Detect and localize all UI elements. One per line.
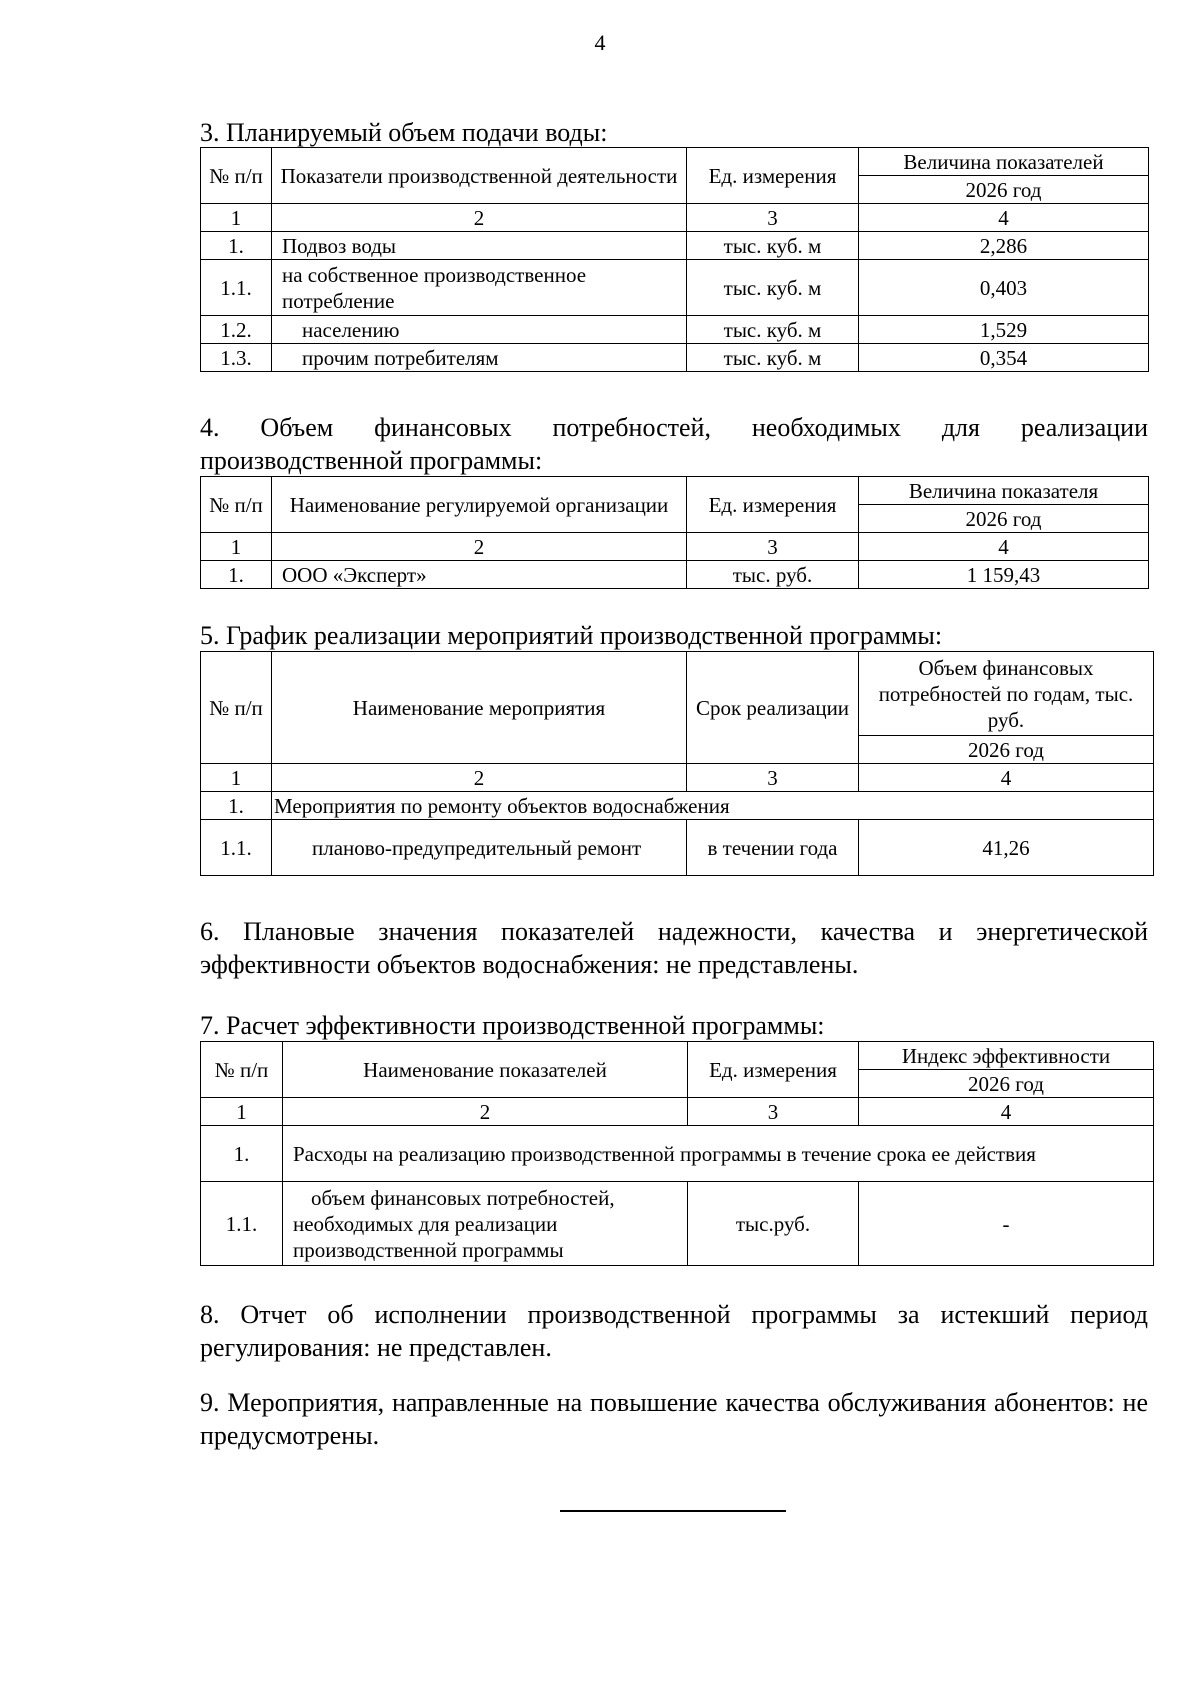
- row-value: 41,26: [859, 820, 1154, 876]
- header-value: Индекс эффективности: [859, 1042, 1154, 1070]
- header-value: Объем финансовых потребностей по годам, тыс. руб.: [859, 652, 1154, 736]
- row-unit: тыс. руб.: [687, 561, 859, 589]
- end-separator-line: [560, 1510, 786, 1512]
- table-row: [201, 344, 1149, 372]
- section-5-title: 5. График реализации мероприятий производственной программы:: [200, 621, 943, 650]
- col-number: 2: [272, 204, 687, 232]
- row-unit: тыс. куб. м: [687, 316, 859, 344]
- section-9-text: 9. Мероприятия, направленные на повышение качества обслуживания абонентов: не предусмотрены.: [200, 1388, 1148, 1450]
- column-numbers-row: [201, 1098, 1154, 1126]
- col-number: 1: [201, 1098, 283, 1126]
- row-num: 1.1.: [201, 260, 272, 316]
- header-indicator: Показатели производственной деятельности: [272, 148, 687, 204]
- col-number: 2: [272, 764, 687, 792]
- row-num: 1.: [201, 792, 272, 820]
- col-number: 1: [201, 764, 272, 792]
- row-value: 2,286: [859, 232, 1149, 260]
- header-value: Величина показателей: [859, 148, 1149, 176]
- col-number: 4: [859, 1098, 1154, 1126]
- section-4-title-line1: 4. Объем финансовых потребностей, необходимых для реализации: [200, 413, 1148, 442]
- page-number: 4: [594, 30, 606, 55]
- header-num: № п/п: [201, 477, 272, 533]
- column-numbers-row: [201, 204, 1149, 232]
- row-value: 0,403: [859, 260, 1149, 316]
- table-row: [201, 316, 1149, 344]
- section-3-title: 3. Планируемый объем подачи воды:: [200, 118, 608, 147]
- header-org: Наименование регулируемой организации: [272, 477, 687, 533]
- col-number: 1: [201, 204, 272, 232]
- column-numbers-row: [201, 764, 1154, 792]
- row-unit: тыс. куб. м: [687, 232, 859, 260]
- header-period: Срок реализации: [687, 652, 859, 764]
- header-value: Величина показателя: [859, 477, 1149, 505]
- schedule-table: [200, 651, 1154, 876]
- header-num: № п/п: [201, 1042, 283, 1098]
- section-4-title-line2: производственной программы:: [200, 446, 543, 475]
- col-number: 2: [272, 533, 687, 561]
- table-row: [201, 820, 1154, 876]
- row-name: на собственное производственное потребление: [272, 260, 687, 316]
- header-year: 2026 год: [859, 505, 1149, 533]
- section-6-text: 6. Плановые значения показателей надежности, качества и энергетической эффективности объектов водоснабжения: не представлены.: [200, 917, 1148, 979]
- table-row: [201, 232, 1149, 260]
- header-unit: Ед. измерения: [688, 1042, 859, 1098]
- col-number: 4: [859, 764, 1154, 792]
- row-name: объем финансовых потребностей, необходимых для реализации производственной программы: [283, 1182, 688, 1266]
- col-number: 4: [859, 204, 1149, 232]
- header-year: 2026 год: [859, 176, 1149, 204]
- column-numbers-row: [201, 533, 1149, 561]
- row-value: 1,529: [859, 316, 1149, 344]
- header-num: № п/п: [201, 652, 272, 764]
- row-value: 0,354: [859, 344, 1149, 372]
- header-num: № п/п: [201, 148, 272, 204]
- efficiency-table: [200, 1041, 1154, 1266]
- row-num: 1.1.: [201, 820, 272, 876]
- header-name: Наименование показателей: [283, 1042, 688, 1098]
- col-number: 2: [283, 1098, 688, 1126]
- table-row: [201, 561, 1149, 589]
- col-number: 3: [688, 1098, 859, 1126]
- header-unit: Ед. измерения: [687, 148, 859, 204]
- group-row: [201, 1126, 1154, 1182]
- header-name: Наименование мероприятия: [272, 652, 687, 764]
- section-8-text: 8. Отчет об исполнении производственной программы за истекший период регулирования: не представлен.: [200, 1300, 1148, 1362]
- col-number: 3: [687, 533, 859, 561]
- table-row: [201, 260, 1149, 316]
- row-period: в течении года: [687, 820, 859, 876]
- row-num: 1.2.: [201, 316, 272, 344]
- row-name: Подвоз воды: [272, 232, 687, 260]
- row-value: 1 159,43: [859, 561, 1149, 589]
- row-unit: тыс. куб. м: [687, 344, 859, 372]
- col-number: 1: [201, 533, 272, 561]
- row-unit: тыс. куб. м: [687, 260, 859, 316]
- row-num: 1.: [201, 1126, 283, 1182]
- row-name: прочим потребителям: [272, 344, 687, 372]
- col-number: 3: [687, 764, 859, 792]
- row-name: населению: [272, 316, 687, 344]
- row-value: -: [859, 1182, 1154, 1266]
- header-unit: Ед. измерения: [687, 477, 859, 533]
- row-unit: тыс.руб.: [688, 1182, 859, 1266]
- row-num: 1.1.: [201, 1182, 283, 1266]
- section-7-title: 7. Расчет эффективности производственной программы:: [200, 1011, 825, 1040]
- header-year: 2026 год: [859, 736, 1154, 764]
- row-name: ООО «Эксперт»: [272, 561, 687, 589]
- row-name: планово-предупредительный ремонт: [272, 820, 687, 876]
- table-row: [201, 1182, 1154, 1266]
- col-number: 3: [687, 204, 859, 232]
- group-name: Расходы на реализацию производственной программы в течение срока ее действия: [283, 1126, 1154, 1182]
- row-num: 1.: [201, 232, 272, 260]
- header-year: 2026 год: [859, 1070, 1154, 1098]
- col-number: 4: [859, 533, 1149, 561]
- row-num: 1.: [201, 561, 272, 589]
- group-name: Мероприятия по ремонту объектов водоснабжения: [272, 792, 1154, 820]
- group-row: [201, 792, 1154, 820]
- water-supply-table: [200, 147, 1149, 372]
- row-num: 1.3.: [201, 344, 272, 372]
- financial-needs-table: [200, 476, 1149, 589]
